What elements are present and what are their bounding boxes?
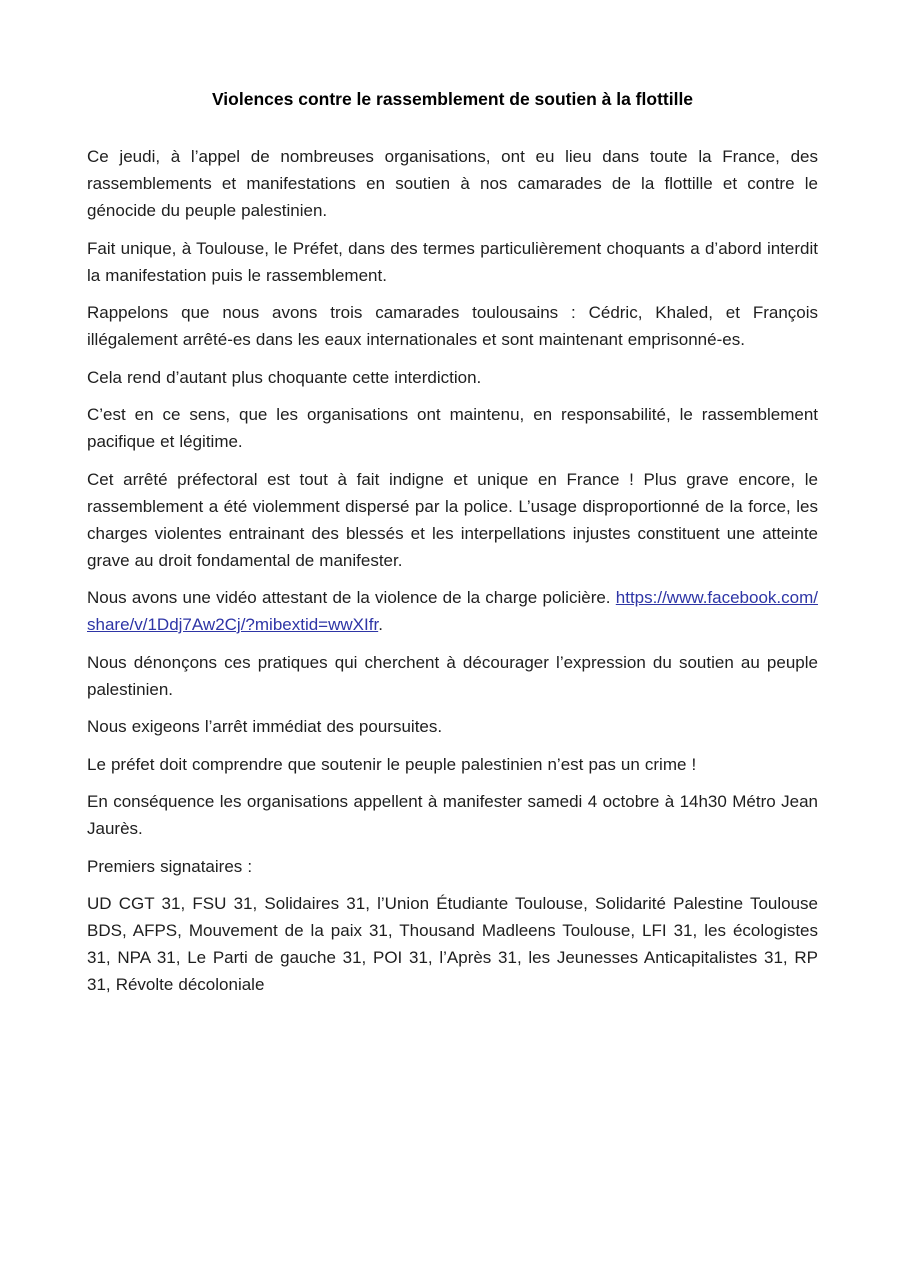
- paragraph: Fait unique, à Toulouse, le Préfet, dans des termes particulièrement choquants a d’abord interdit la manifestation puis le rassemblement.: [87, 238, 818, 285]
- paragraph: Cela rend d’autant plus choquante cette interdiction.: [87, 367, 482, 387]
- signatories-heading: Premiers signataires :: [87, 856, 253, 876]
- paragraph: Le préfet doit comprendre que soutenir le peuple palestinien n’est pas un crime !: [87, 754, 697, 774]
- facebook-video-link[interactable]: https://www.facebook.com/share/v/1Ddj7Aw2Cj/?mibextid=wwXIfr: [87, 588, 818, 634]
- paragraph: Ce jeudi, à l’appel de nombreuses organisations, ont eu lieu dans toute la France, des rassemblements et manifestations en soutien à nos camarades de la flottille et contre le génocide du peuple palestinien.: [87, 147, 818, 220]
- paragraph: Cet arrêté préfectoral est tout à fait indigne et unique en France ! Plus grave encore, le rassemblement a été violemment dispersé par la police. L’usage disproportionné de la force, les charges violentes entrainant des blessés et les interpellations injustes constituent une atteinte grave au droit fondamental de manifester.: [87, 469, 818, 570]
- paragraph: Nous dénonçons ces pratiques qui cherchent à décourager l’expression du soutien au peuple palestinien.: [87, 652, 818, 699]
- video-paragraph-period: .: [378, 615, 383, 634]
- paragraph: Rappelons que nous avons trois camarades toulousains : Cédric, Khaled, et François illégalement arrêté-es dans les eaux internationales et sont maintenant emprisonné-es.: [87, 303, 818, 349]
- document-title: Violences contre le rassemblement de soutien à la flottille: [211, 89, 694, 109]
- paragraph: C’est en ce sens, que les organisations ont maintenu, en responsabilité, le rassemblement pacifique et légitime.: [87, 405, 818, 451]
- video-paragraph-text: Nous avons une vidéo attestant de la violence de la charge policière.: [87, 588, 611, 607]
- paragraph-video: [87, 584, 818, 638]
- paragraph: Nous exigeons l’arrêt immédiat des poursuites.: [87, 717, 443, 736]
- signatories-paragraph: UD CGT 31, FSU 31, Solidaires 31, l’Union Étudiante Toulouse, Solidarité Palestine Toulouse BDS, AFPS, Mouvement de la paix 31, Thousand Madleens Toulouse, LFI 31, les écologistes 31, NPA 31, Le Parti de gauche 31, POI 31, l’Après 31, les Jeunesses Anticapitalistes 31, RP 31, Révolte décoloniale: [87, 894, 818, 994]
- paragraph: En conséquence les organisations appellent à manifester samedi 4 octobre à 14h30 Métro Jean Jaurès.: [87, 792, 818, 838]
